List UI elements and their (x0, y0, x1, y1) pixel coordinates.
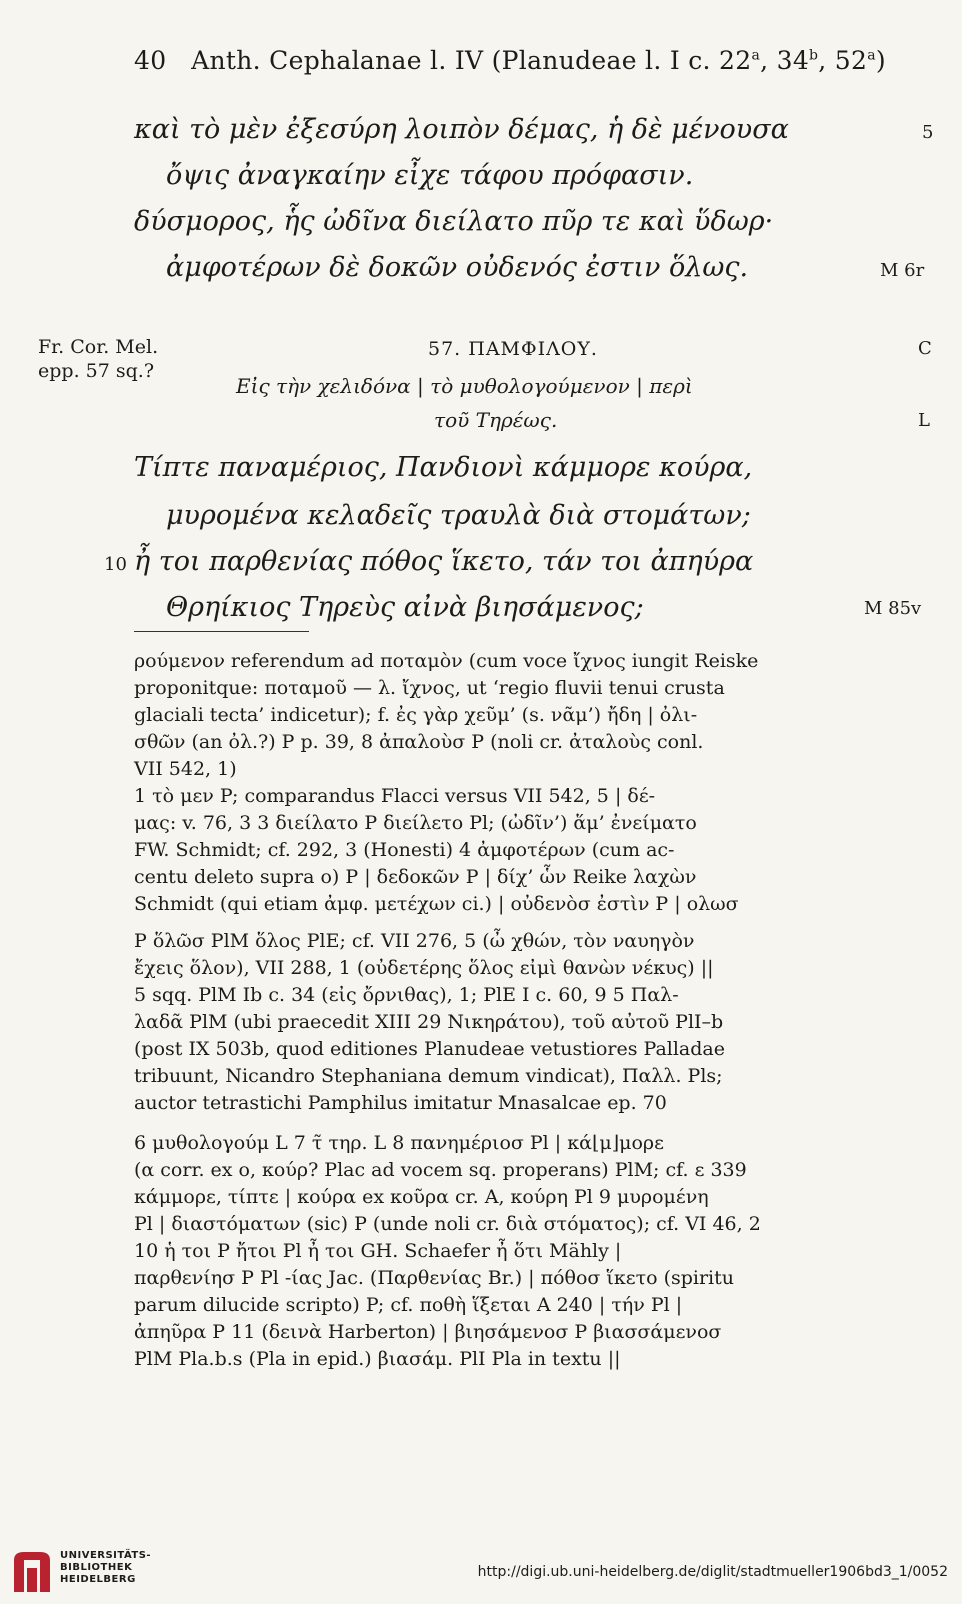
apparatus-line: (α corr. ex ο, κούρ? Plac ad vocem sq. properans) PlM; cf. ε 339 (134, 1159, 747, 1181)
side-note: epp. 57 sq.? (38, 360, 155, 382)
manuscript-ref-c: C (918, 338, 932, 359)
epigram-title: 57. ΠΑΜΦΙΛΟΥ. (428, 338, 598, 360)
running-title: Anth. Cephalanae l. IV (Planudeae l. I c. 22 (191, 46, 752, 75)
verse-line: δύσμορος, ἧς ὠδῖνα διείλατο πῦρ τε καὶ ὕδωρ· (134, 206, 774, 237)
apparatus-line: 1 τὸ μεν P; comparandus Flacci versus VII 542, 5 | δέ- (134, 785, 656, 807)
verse-line: Θρηίκιος Τηρεὺς αἰνὰ βιησάμενος; (166, 592, 644, 623)
apparatus-line: κάμμορε, τίπτε | κούρα ex κοῦρα cr. A, κούρη Pl 9 μυρομένη (134, 1186, 709, 1208)
verse-line: ὄψις ἀναγκαίην εἶχε τάφου πρόφασιν. (166, 160, 694, 191)
apparatus-line: glaciali tecta’ indicetur); f. ἐς γὰρ χεῦμ’ (s. νᾶμ’) ἤδη | ὀλι- (134, 704, 698, 726)
apparatus-line: ρούμενον referendum ad ποταμὸν (cum voce ἴχνος iungit Reiske (134, 650, 759, 672)
source-url-link[interactable]: http://digi.ub.uni-heidelberg.de/diglit/stadtmueller1906bd3_1/0052 (477, 1564, 948, 1580)
epigram-subtitle: τοῦ Τηρέως. (434, 408, 558, 432)
line-number: 10 (104, 554, 127, 575)
apparatus-line: ἔχεις ὅλον), VII 288, 1 (οὐδετέρης ὅλος εἰμὶ θανὼν νέκυς) || (134, 957, 714, 979)
side-note: Fr. Cor. Mel. (38, 336, 159, 358)
apparatus-line: P ὅλῶσ PlM ὅλος PlE; cf. VII 276, 5 (ὦ χθών, τὸν ναυηγὸν (134, 930, 695, 952)
apparatus-line: tribuunt, Nicandro Stephaniana demum vindicat), Παλλ. Pls; (134, 1065, 723, 1087)
verse-line: Τίπτε παναμέριος, Πανδιονὶ κάμμορε κούρα, (134, 452, 753, 483)
library-logo-icon (10, 1548, 54, 1596)
apparatus-line: (post IX 503b, quod editiones Planudeae vetustiores Palladae (134, 1038, 725, 1060)
apparatus-line: FW. Schmidt; cf. 292, 3 (Honesti) 4 ἀμφοτέρων (cum ac- (134, 839, 675, 861)
verse-line: ἦ τοι παρθενίας πόθος ἵκετο, τάν τοι ἀπηύρα (134, 546, 754, 577)
footer (0, 1536, 962, 1604)
page-number: 40 (134, 46, 167, 75)
verse-line: ἀμφοτέρων δὲ δοκῶν οὐδενός ἐστιν ὅλως. (166, 252, 749, 283)
apparatus-line: 10 ἡ τοι P ἤτοι Pl ἦ τοι GH. Schaefer ἦ ὅτι Mähly | (134, 1240, 622, 1262)
apparatus-line: 6 μυθολογούμ L 7 τ̃ τηρ. L 8 πανημέριοσ Pl | κά⌊μ⌋μορε (134, 1132, 664, 1154)
apparatus-line: Pl | διαστόματων (sic) P (unde noli cr. διὰ στόματος); cf. VI 46, 2 (134, 1213, 761, 1235)
manuscript-ref-l: L (918, 410, 930, 431)
separator-rule (134, 631, 309, 632)
apparatus-line: PlM Pla.b.s (Pla in epid.) βιασάμ. PlI Pla in textu || (134, 1348, 621, 1370)
apparatus-line: σθῶν (an ὀλ.?) P p. 39, 8 ἀπαλοὺσ P (noli cr. ἀταλοὺς conl. (134, 731, 704, 753)
apparatus-line: λαδᾶ PlM (ubi praecedit XIII 29 Νικηράτου), τοῦ αὐτοῦ PlI–b (134, 1011, 724, 1033)
apparatus-line: μας: v. 76, 3 3 διείλατο P διείλετο Pl; (ὠδῖν’) ἅμ’ ἐνείματο (134, 812, 697, 834)
apparatus-line: proponitque: ποταμοῦ — λ. ἴχνος, ut ‘regio fluvii tenui crusta (134, 677, 725, 699)
apparatus-line: Schmidt (qui etiam ἀμφ. μετέχων ci.) | οὐδενὸσ ἐστὶν P | ολωσ (134, 893, 739, 915)
apparatus-line: parum dilucide scripto) P; cf. ποθὴ ἵξεται A 240 | τήν Pl | (134, 1294, 683, 1316)
apparatus-line: ἀπηῦρα P 11 (δεινὰ Harberton) | βιησάμενοσ P βιασσάμενοσ (134, 1321, 722, 1343)
epigram-subtitle: Εἰς τὴν χελιδόνα | τὸ μυθολογούμενον | περὶ (236, 374, 693, 398)
verse-line: μυρομένα κελαδεῖς τραυλὰ διὰ στομάτων; (166, 500, 751, 531)
apparatus-line: VII 542, 1) (134, 758, 237, 780)
page-header: 40 Anth. Cephalanae l. IV (Planudeae l. I c. 22$^a$, 34$^b$, 52$^a$) (134, 46, 886, 75)
manuscript-ref: M 6r (880, 260, 925, 281)
apparatus-line: auctor tetrastichi Pamphilus imitatur Mnasalcae ep. 70 (134, 1092, 667, 1114)
apparatus-line: 5 sqq. PlM Ib c. 34 (εἰς ὄρνιθας), 1; PlE I c. 60, 9 5 Παλ- (134, 984, 679, 1006)
manuscript-ref: M 85v (864, 598, 922, 619)
verse-line: καὶ τὸ μὲν ἐξεσύρη λοιπὸν δέμας, ἡ δὲ μένουσα (134, 114, 789, 145)
library-name: UNIVERSITÄTS- BIBLIOTHEK HEIDELBERG (60, 1550, 152, 1585)
apparatus-line: centu deleto supra ο) P | δεδοκῶν P | δίχ’ ὧν Reike λαχὼν (134, 866, 697, 888)
apparatus-line: παρθενίησ P Pl -ίας Jac. (Παρθενίας Br.) | πόθοσ ἵκετο (spiritu (134, 1267, 735, 1289)
line-number: 5 (922, 122, 934, 143)
